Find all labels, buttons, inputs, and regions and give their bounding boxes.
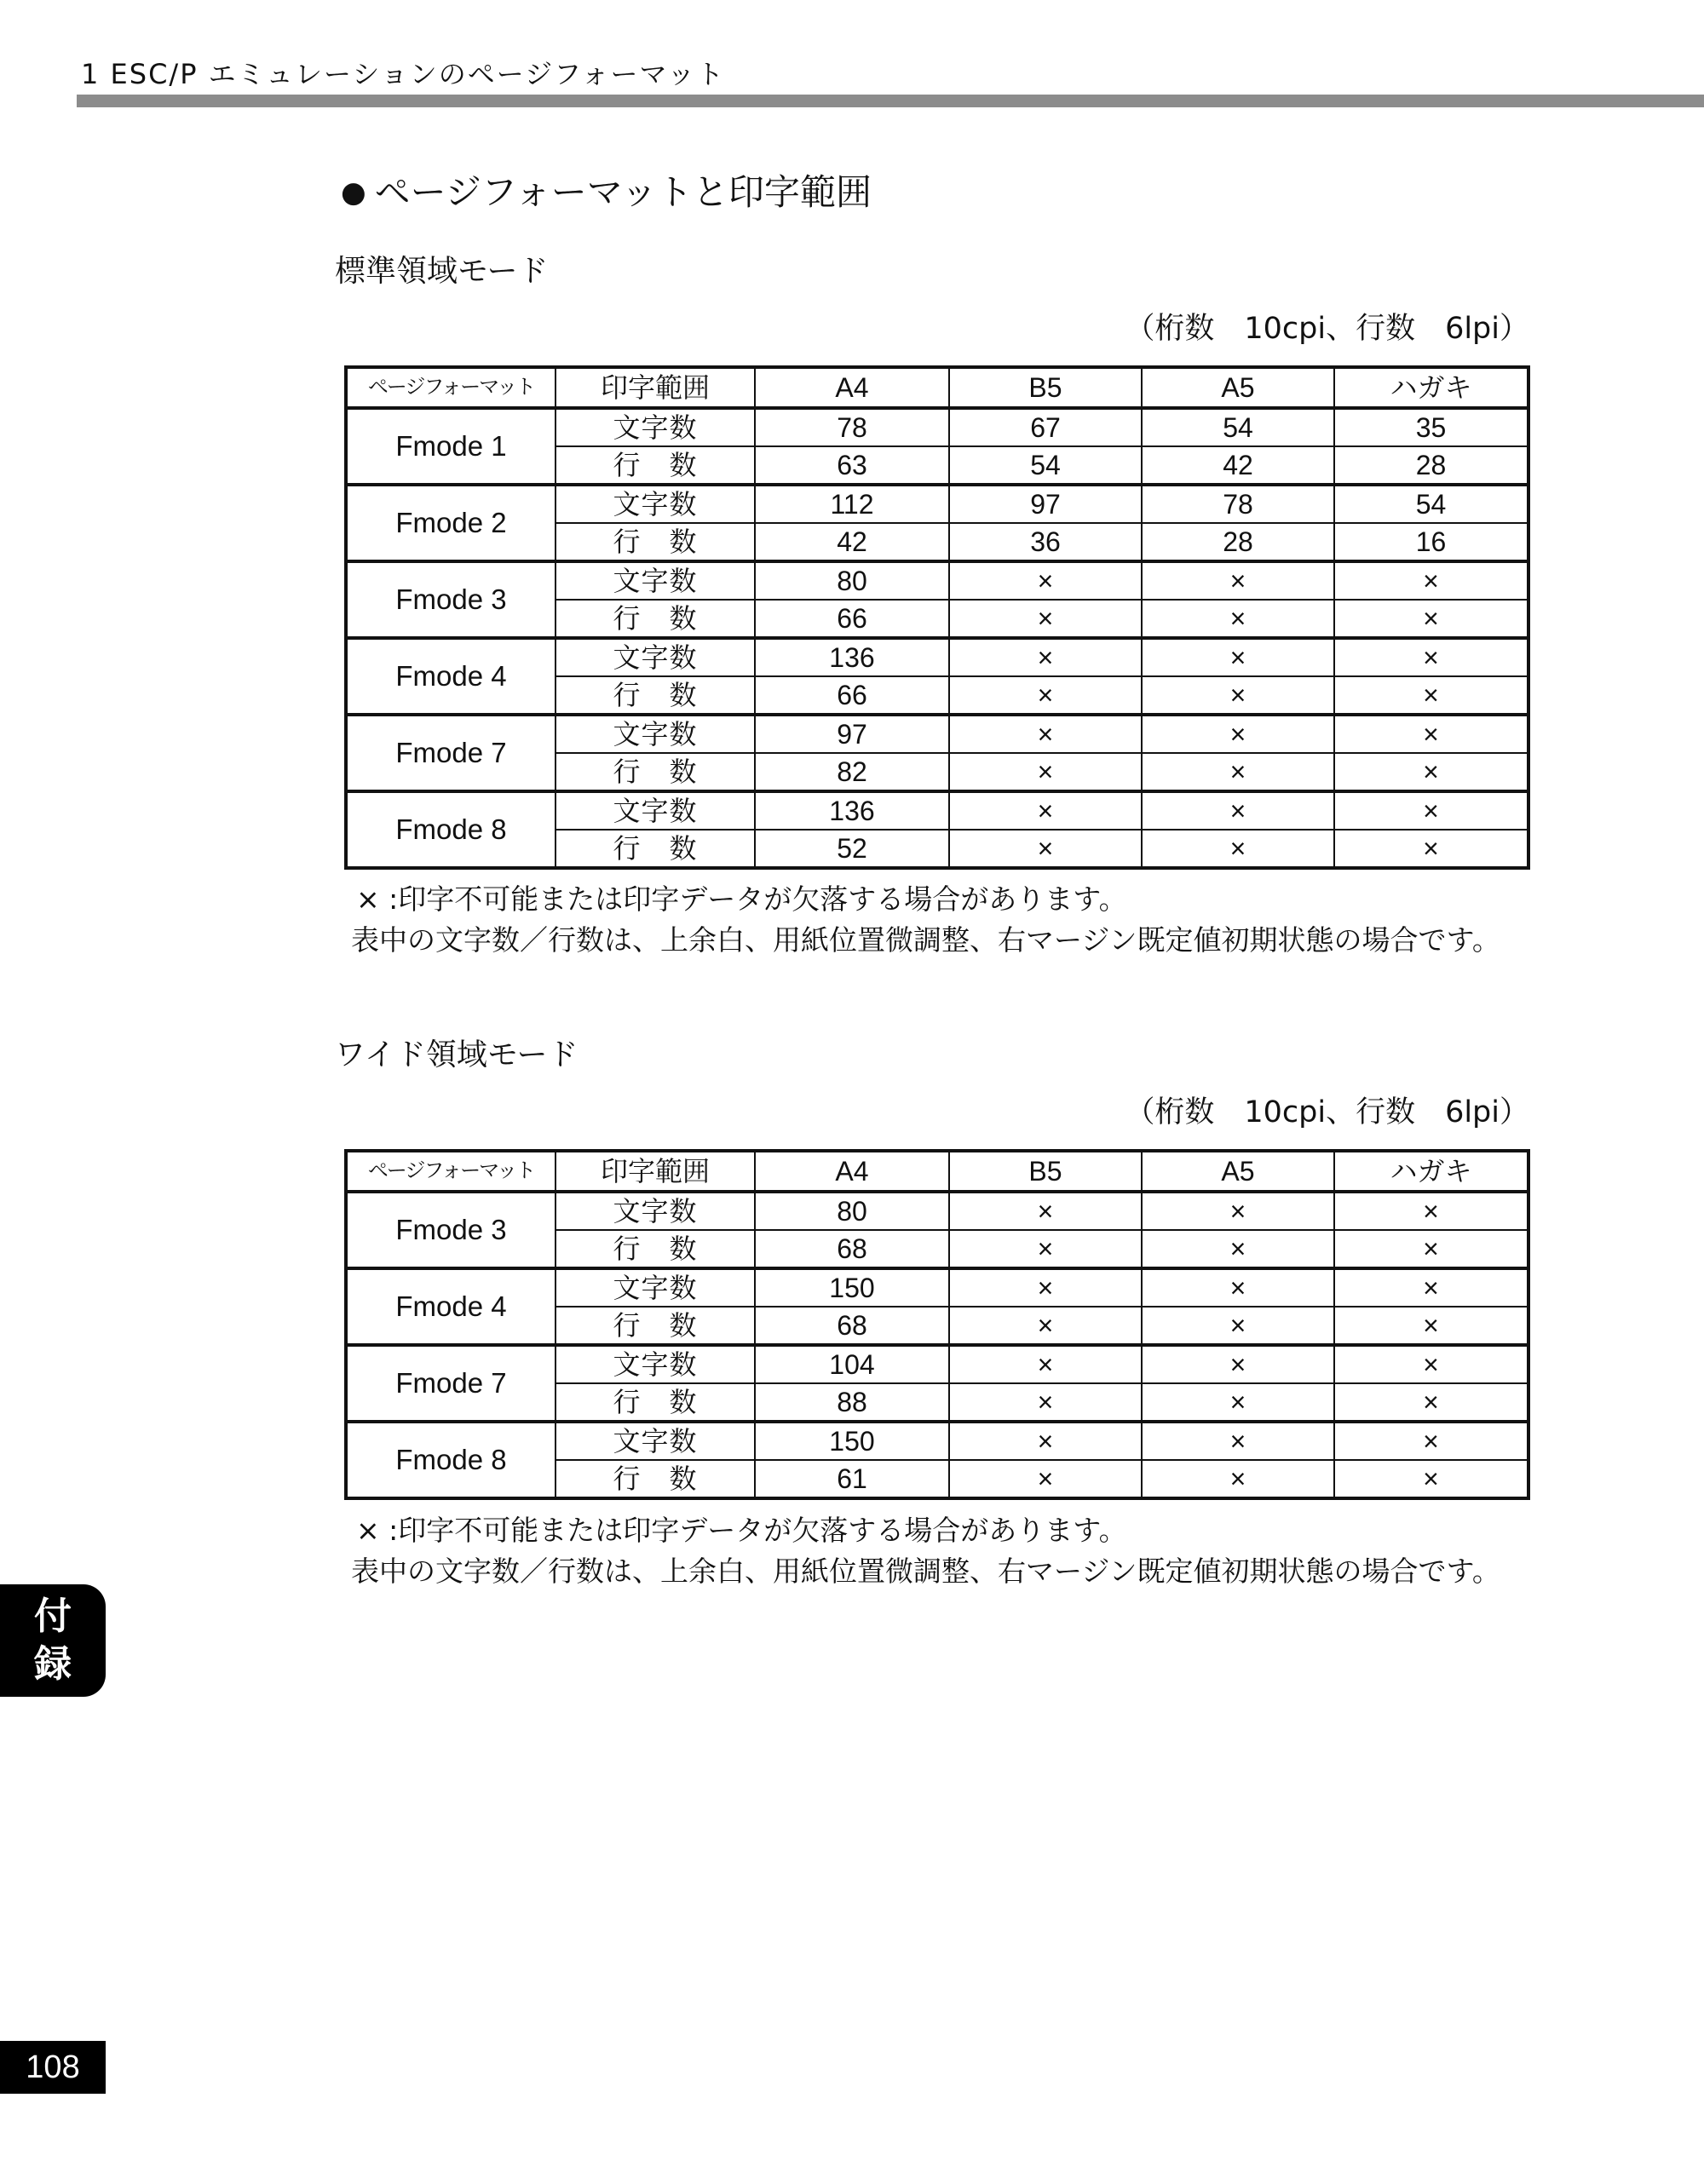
value-cell: ×: [949, 1460, 1142, 1498]
appendix-tab-char: 録: [34, 1642, 72, 1686]
metric-label-cell: 行 数: [556, 1307, 755, 1345]
header-rule: [77, 95, 1704, 107]
table-row: [346, 408, 1528, 446]
column-header: A4: [755, 1151, 949, 1192]
value-cell: 35: [1334, 408, 1528, 446]
value-cell: ×: [949, 561, 1142, 600]
value-cell: ×: [1334, 561, 1528, 600]
column-header: B5: [949, 367, 1142, 408]
value-cell: ×: [1334, 1192, 1528, 1230]
table-note-conditions: 表中の文字数／行数は、上余白、用紙位置微調整、右マージン既定値初期状態の場合です。: [351, 1555, 1500, 1588]
column-header: A5: [1142, 1151, 1334, 1192]
value-cell: 66: [755, 676, 949, 715]
value-cell: 54: [1334, 485, 1528, 523]
metric-label-cell: 行 数: [556, 676, 755, 715]
value-cell: ×: [949, 830, 1142, 868]
value-cell: ×: [1142, 715, 1334, 753]
table-row: [346, 1422, 1528, 1460]
metric-label-cell: 行 数: [556, 1383, 755, 1422]
table-header-row: [346, 367, 1528, 408]
value-cell: ×: [1142, 1345, 1334, 1383]
table-row: [346, 638, 1528, 676]
metric-label-cell: 文字数: [556, 485, 755, 523]
value-cell: ×: [949, 676, 1142, 715]
value-cell: ×: [1142, 1383, 1334, 1422]
column-header: 印字範囲: [556, 367, 755, 408]
metric-label-cell: 文字数: [556, 1422, 755, 1460]
metric-label-cell: 行 数: [556, 830, 755, 868]
value-cell: ×: [1142, 1268, 1334, 1307]
table-row: [346, 715, 1528, 753]
column-header: B5: [949, 1151, 1142, 1192]
value-cell: ×: [1142, 1422, 1334, 1460]
table-note-symbol: × :印字不可能または印字データが欠落する場合があります。: [356, 882, 1127, 916]
value-cell: 16: [1334, 523, 1528, 561]
metric-label-cell: 文字数: [556, 791, 755, 830]
value-cell: ×: [949, 1192, 1142, 1230]
value-cell: 42: [1142, 446, 1334, 485]
value-cell: ×: [1334, 753, 1528, 791]
standard-mode-table: [344, 365, 1530, 870]
value-cell: 78: [1142, 485, 1334, 523]
value-cell: 112: [755, 485, 949, 523]
value-cell: ×: [1334, 830, 1528, 868]
table-row: [346, 561, 1528, 600]
page-number: 108: [0, 2041, 106, 2094]
value-cell: ×: [1142, 600, 1334, 638]
value-cell: ×: [949, 1383, 1142, 1422]
standard-mode-heading: 標準領域モード: [335, 254, 549, 289]
value-cell: ×: [1142, 1460, 1334, 1498]
value-cell: ×: [1334, 638, 1528, 676]
value-cell: 136: [755, 791, 949, 830]
wide-mode-table: [344, 1149, 1530, 1500]
metric-label-cell: 行 数: [556, 753, 755, 791]
table-row: [346, 1192, 1528, 1230]
running-head: 1 ESC/P エミュレーションのページフォーマット: [81, 58, 726, 90]
metric-label-cell: 文字数: [556, 1268, 755, 1307]
value-cell: 80: [755, 1192, 949, 1230]
value-cell: ×: [949, 791, 1142, 830]
fmode-cell: Fmode 1: [346, 408, 556, 485]
value-cell: ×: [949, 1268, 1142, 1307]
value-cell: 150: [755, 1422, 949, 1460]
column-header: ハガキ: [1334, 367, 1528, 408]
value-cell: ×: [949, 1422, 1142, 1460]
value-cell: 97: [755, 715, 949, 753]
value-cell: ×: [1334, 1230, 1528, 1268]
value-cell: ×: [1334, 715, 1528, 753]
fmode-cell: Fmode 8: [346, 1422, 556, 1498]
value-cell: ×: [1334, 676, 1528, 715]
column-header: A5: [1142, 367, 1334, 408]
value-cell: ×: [1334, 791, 1528, 830]
value-cell: ×: [1334, 600, 1528, 638]
fmode-cell: Fmode 2: [346, 485, 556, 561]
value-cell: ×: [949, 600, 1142, 638]
table-note-conditions: 表中の文字数／行数は、上余白、用紙位置微調整、右マージン既定値初期状態の場合です。: [351, 923, 1500, 957]
section-title: [341, 164, 872, 216]
value-cell: 63: [755, 446, 949, 485]
value-cell: ×: [1142, 1192, 1334, 1230]
value-cell: 88: [755, 1383, 949, 1422]
column-header: 印字範囲: [556, 1151, 755, 1192]
value-cell: 28: [1142, 523, 1334, 561]
metric-label-cell: 行 数: [556, 600, 755, 638]
standard-mode-condition: （桁数 10cpi、行数 6lpi）: [1125, 312, 1529, 346]
table-row: [346, 1345, 1528, 1383]
value-cell: 28: [1334, 446, 1528, 485]
bullet-icon: ●: [341, 175, 366, 210]
value-cell: ×: [949, 753, 1142, 791]
metric-label-cell: 文字数: [556, 1345, 755, 1383]
wide-mode-condition: （桁数 10cpi、行数 6lpi）: [1125, 1095, 1529, 1129]
value-cell: ×: [1142, 676, 1334, 715]
value-cell: ×: [1334, 1383, 1528, 1422]
column-header: ページフォーマット: [346, 367, 556, 408]
fmode-cell: Fmode 7: [346, 715, 556, 791]
metric-label-cell: 文字数: [556, 408, 755, 446]
value-cell: ×: [1142, 1307, 1334, 1345]
value-cell: 54: [1142, 408, 1334, 446]
value-cell: 136: [755, 638, 949, 676]
value-cell: ×: [949, 1307, 1142, 1345]
value-cell: 54: [949, 446, 1142, 485]
wide-mode-heading: ワイド領域モード: [335, 1037, 579, 1072]
value-cell: ×: [1334, 1460, 1528, 1498]
section-title-text: ページフォーマットと印字範囲: [374, 171, 872, 213]
column-header: ハガキ: [1334, 1151, 1528, 1192]
metric-label-cell: 行 数: [556, 523, 755, 561]
fmode-cell: Fmode 7: [346, 1345, 556, 1422]
metric-label-cell: 行 数: [556, 1230, 755, 1268]
fmode-cell: Fmode 8: [346, 791, 556, 868]
metric-label-cell: 文字数: [556, 638, 755, 676]
column-header: ページフォーマット: [346, 1151, 556, 1192]
value-cell: ×: [949, 715, 1142, 753]
column-header: A4: [755, 367, 949, 408]
value-cell: ×: [949, 1345, 1142, 1383]
value-cell: ×: [1142, 830, 1334, 868]
value-cell: ×: [1142, 1230, 1334, 1268]
value-cell: 61: [755, 1460, 949, 1498]
table-row: [346, 485, 1528, 523]
value-cell: 52: [755, 830, 949, 868]
metric-label-cell: 文字数: [556, 1192, 755, 1230]
value-cell: ×: [1142, 561, 1334, 600]
value-cell: 78: [755, 408, 949, 446]
value-cell: 68: [755, 1230, 949, 1268]
value-cell: ×: [1334, 1422, 1528, 1460]
table-row: [346, 1268, 1528, 1307]
metric-label-cell: 文字数: [556, 561, 755, 600]
value-cell: ×: [1334, 1268, 1528, 1307]
value-cell: 42: [755, 523, 949, 561]
fmode-cell: Fmode 4: [346, 1268, 556, 1345]
table-header-row: [346, 1151, 1528, 1192]
table-note-symbol: × :印字不可能または印字データが欠落する場合があります。: [356, 1514, 1127, 1547]
metric-label-cell: 行 数: [556, 446, 755, 485]
value-cell: 97: [949, 485, 1142, 523]
value-cell: ×: [1142, 791, 1334, 830]
fmode-cell: Fmode 4: [346, 638, 556, 715]
value-cell: 67: [949, 408, 1142, 446]
fmode-cell: Fmode 3: [346, 561, 556, 638]
value-cell: ×: [1142, 753, 1334, 791]
value-cell: ×: [949, 1230, 1142, 1268]
appendix-tab-char: 付: [34, 1595, 72, 1638]
value-cell: ×: [1334, 1307, 1528, 1345]
metric-label-cell: 文字数: [556, 715, 755, 753]
value-cell: 80: [755, 561, 949, 600]
value-cell: 36: [949, 523, 1142, 561]
value-cell: 82: [755, 753, 949, 791]
value-cell: 68: [755, 1307, 949, 1345]
value-cell: 104: [755, 1345, 949, 1383]
value-cell: ×: [1142, 638, 1334, 676]
fmode-cell: Fmode 3: [346, 1192, 556, 1268]
value-cell: ×: [949, 638, 1142, 676]
value-cell: ×: [1334, 1345, 1528, 1383]
value-cell: 66: [755, 600, 949, 638]
metric-label-cell: 行 数: [556, 1460, 755, 1498]
value-cell: 150: [755, 1268, 949, 1307]
table-row: [346, 791, 1528, 830]
appendix-tab: [0, 1584, 106, 1697]
